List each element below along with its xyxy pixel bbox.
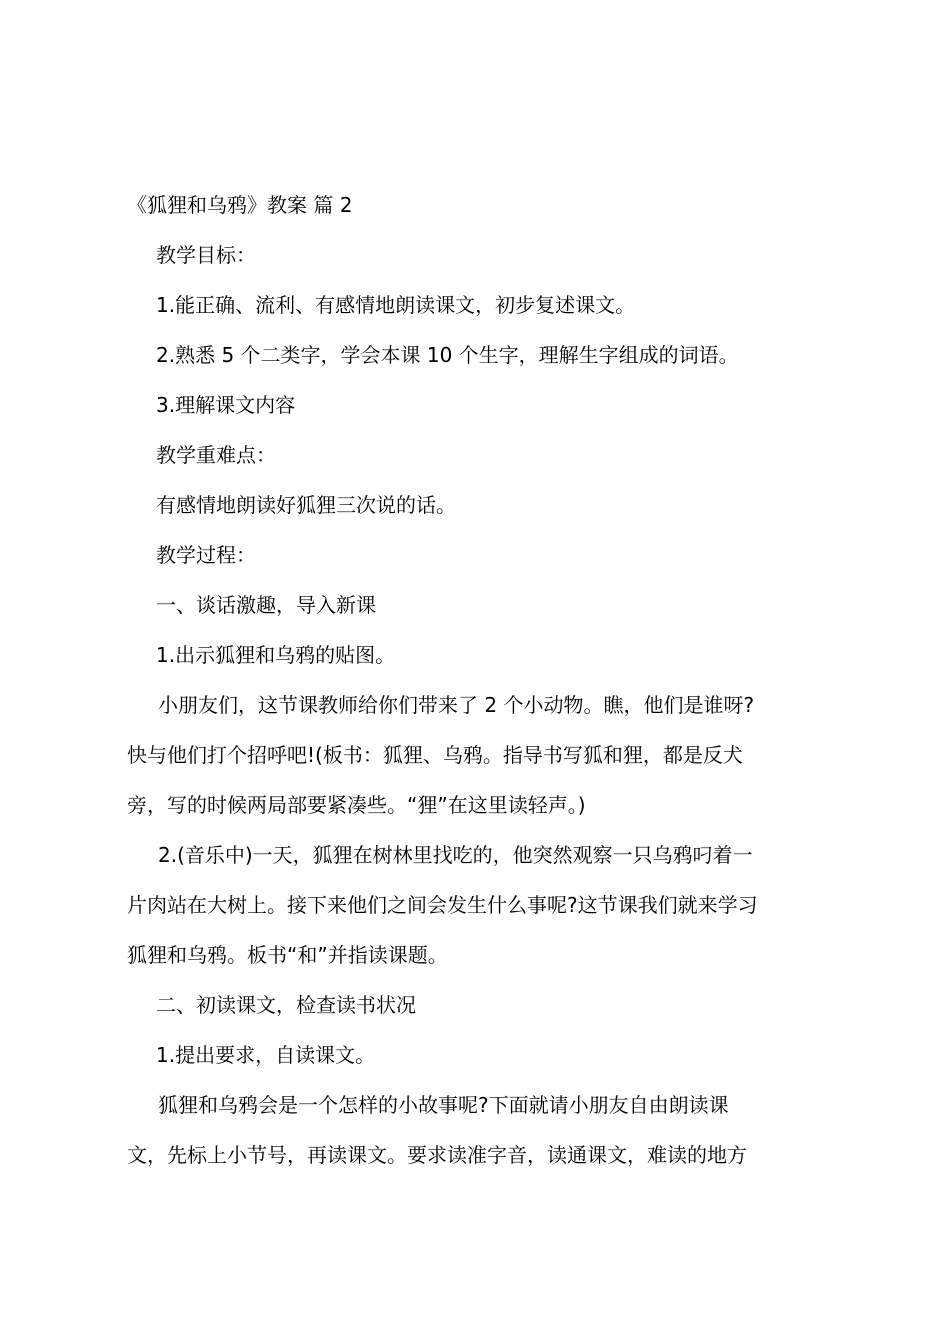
difficulty-text: 有感情地朗读好狐狸三次说的话。 — [156, 493, 456, 517]
section-1-para-1-line-2: 快与他们打个招呼吧!(板书：狐狸、乌鸦。指导书写狐和狸，都是反犬 — [127, 743, 743, 767]
section-1-para-1-line-1: 小朋友们，这节课教师给你们带来了 2 个小动物。瞧，他们是谁呀? — [158, 693, 755, 717]
section-1-para-2-line-2: 片肉站在大树上。接下来他们之间会发生什么事呢?这节课我们就来学习 — [127, 893, 758, 917]
document-page — [127, 180, 833, 1180]
section-1-para-2-line-3: 狐狸和乌鸦。板书“和”并指读课题。 — [127, 943, 448, 967]
section-1-heading: 一、谈话激趣，导入新课 — [156, 593, 376, 617]
section-2-item-1: 1.提出要求，自读课文。 — [156, 1043, 376, 1067]
section-2-para-1-line-2: 文，先标上小节号，再读课文。要求读准字音，读通课文，难读的地方 — [127, 1143, 747, 1167]
objective-item-2: 2.熟悉 5 个二类字，学会本课 10 个生字，理解生字组成的词语。 — [156, 343, 739, 367]
document-title: 《狐狸和乌鸦》教案 篇 2 — [127, 193, 353, 217]
section-1-item-1: 1.出示狐狸和乌鸦的贴图。 — [156, 643, 396, 667]
objective-item-1: 1.能正确、流利、有感情地朗读课文，初步复述课文。 — [156, 293, 636, 317]
section-1-para-1-line-3: 旁，写的时候两局部要紧凑些。“狸”在这里读轻声。) — [127, 793, 586, 817]
section-1-para-2-line-1: 2.(音乐中)一天，狐狸在树林里找吃的，他突然观察一只乌鸦叼着一 — [158, 843, 753, 867]
process-heading: 教学过程： — [156, 543, 256, 567]
objective-item-3: 3.理解课文内容 — [156, 393, 296, 417]
section-2-para-1-line-1: 狐狸和乌鸦会是一个怎样的小故事呢?下面就请小朋友自由朗读课 — [158, 1093, 729, 1117]
difficulty-heading: 教学重难点： — [156, 443, 276, 467]
section-2-heading: 二、初读课文，检查读书状况 — [156, 993, 416, 1017]
objectives-heading: 教学目标： — [156, 243, 256, 267]
